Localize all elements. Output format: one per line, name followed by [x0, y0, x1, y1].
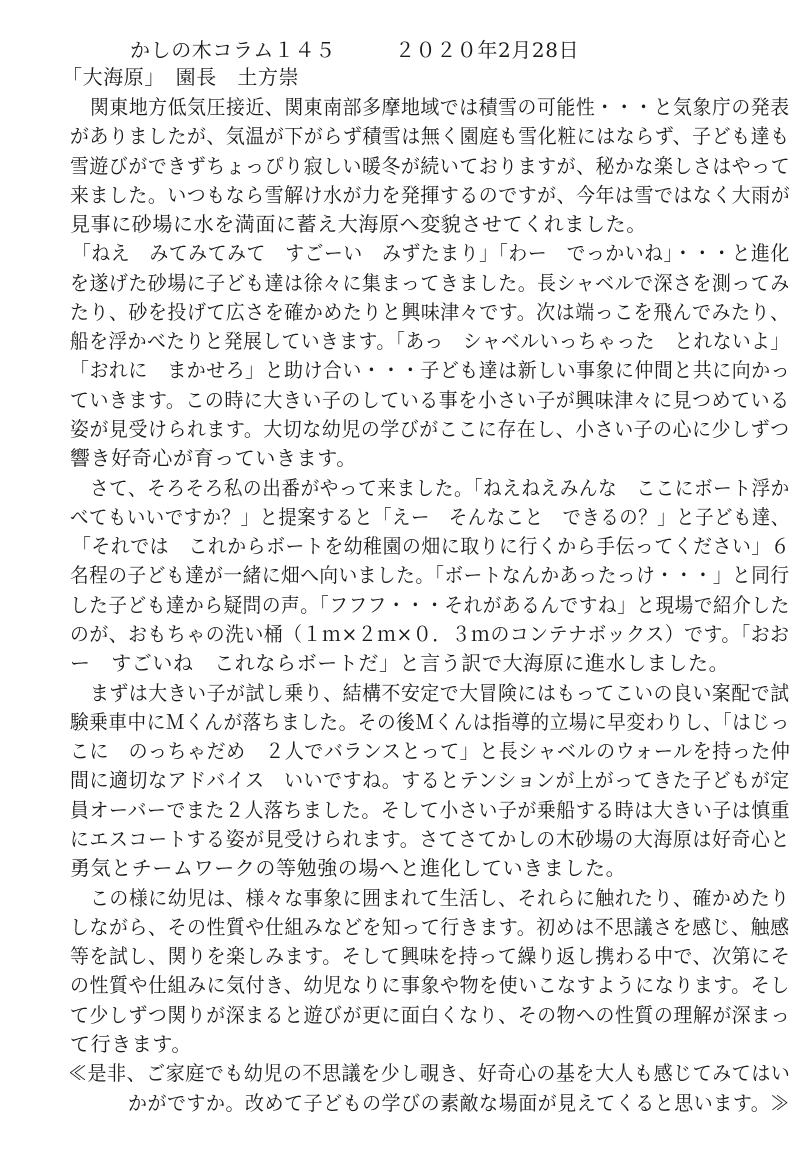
- body-line: まずは大きい子が試し乗り、結構不安定で大冒険にはもってこいの良い案配で試: [90, 681, 790, 705]
- body-line: しながら、その性質や仕組みなどを知って行きます。初めは不思議さを感じ、触感: [70, 915, 790, 939]
- body-line: がありましたが、気温が下がらず積雪は無く園庭も雪化粧にはならず、子ども達も: [70, 124, 790, 148]
- body-line: 員オーバーでまた２人落ちました。そして小さい子が乗船する時は大きい子は慎重: [70, 798, 791, 822]
- series-title: かしの木コラム１４５: [130, 38, 336, 62]
- body-line: さて、そろそろ私の出番がやって来ました。「ねえねえみんな ここにボート浮か: [90, 476, 790, 500]
- body-line: 名程の子ども達が一緒に畑へ向いました。「ボートなんかあったっけ・・・」と同行: [70, 563, 790, 587]
- closing-note-line: ≪是非、ご家庭でも幼児の不思議を少し覗き、好奇心の基を大人も感じてみてはい: [68, 1061, 791, 1085]
- body-line: 関東地方低気圧接近、関東南部多摩地域では積雪の可能性・・・と気象庁の発表: [90, 95, 790, 119]
- body-line: 験乗車中にＭくんが落ちました。その後Ｍくんは指導的立場に早変わりし、「はじっ: [70, 710, 790, 734]
- body-line: 間に適切なアドバイス いいですね。するとテンションが上がってきた子どもが定: [70, 768, 790, 792]
- body-line: のが、おもちゃの洗い桶（１ｍ×２ｍ×０．３ｍのコンテナボックス）です。「おお: [70, 622, 790, 646]
- body-line: べてもいいですか？」と提案すると「えー そんなこと できるの？」と子ども達、: [70, 505, 790, 529]
- body-line: 雪遊びができずちょっぴり寂しい暖冬が続いておりますが、秘かな楽しさはやって: [70, 154, 791, 178]
- body-line: 見事に砂場に水を満面に蓄え大海原へ変貌させてくれました。: [70, 212, 647, 236]
- body-line: 船を浮かべたりと発展していきます。「あっ シャベルいっちゃった とれないよ」: [70, 329, 790, 353]
- body-line: 「おれに まかせろ」と助け合い・・・子ども達は新しい事象に仲間と共に向かっ: [70, 358, 791, 382]
- body-line: した子ども達から疑問の声。「フフフ・・・それがあるんですね」と現場で紹介した: [70, 593, 790, 617]
- body-line: て少しずつ関りが深まると遊びが更に面白くなり、その物への性質の理解が深まっ: [70, 1003, 791, 1027]
- body-line: にエスコートする姿が見受けられます。さてさてかしの木砂場の大海原は好奇心と: [70, 827, 791, 851]
- body-line: 勇気とチームワークの等勉強の場へと進化していきました。: [70, 856, 627, 880]
- body-line: こに のっちゃだめ ２人でバランスとって」と長シャベルのウォールを持った仲: [70, 739, 791, 763]
- date: ２０２０年2月28日: [395, 38, 580, 62]
- body-line: ー すごいね これならボートだ」と言う訳で大海原に進水しました。: [70, 651, 730, 675]
- body-line: て行きます。: [70, 1032, 192, 1056]
- body-line: 等を試し、関りを楽しみます。そして興味を持って繰り返し携わる中で、次第にそ: [70, 944, 791, 968]
- body-line: 姿が見受けられます。大切な幼児の学びがここに存在し、小さい子の心に少しずつ: [70, 417, 790, 441]
- body-line: たり、砂を投げて広さを確かめたりと興味津々です。次は端っこを飛んでみたり、: [70, 300, 790, 324]
- body-line: を遂げた砂場に子ども達は徐々に集まってきました。長シャベルで深さを測ってみ: [70, 271, 790, 295]
- body-line: この様に幼児は、様々な事象に囲まれて生活し、それらに触れたり、確かめたり: [90, 886, 790, 910]
- subtitle: 「大海原」 園長 土方崇: [62, 65, 300, 89]
- body-line: ていきます。この時に大きい子のしている事を小さい子が興味津々に見つめている: [70, 388, 790, 412]
- body-line: 「ねえ みてみてみて すごーい みずたまり」「わー でっかいね」・・・と進化: [72, 241, 790, 265]
- closing-note-line: かがですか。改めて子どもの学びの素敵な場面が見えてくると思います。≫: [128, 1091, 790, 1115]
- body-line: 響き好奇心が育っていきます。: [70, 446, 357, 470]
- body-line: 来ました。いつもなら雪解け水が力を発揮するのですが、今年は雪ではなく大雨が: [70, 183, 791, 207]
- body-line: の性質や仕組みに気付き、幼児なりに事象や物を使いこなすようになります。そし: [70, 973, 790, 997]
- body-line: 「それでは これからボートを幼稚園の畑に取りに行くから手伝ってください」６: [72, 534, 791, 558]
